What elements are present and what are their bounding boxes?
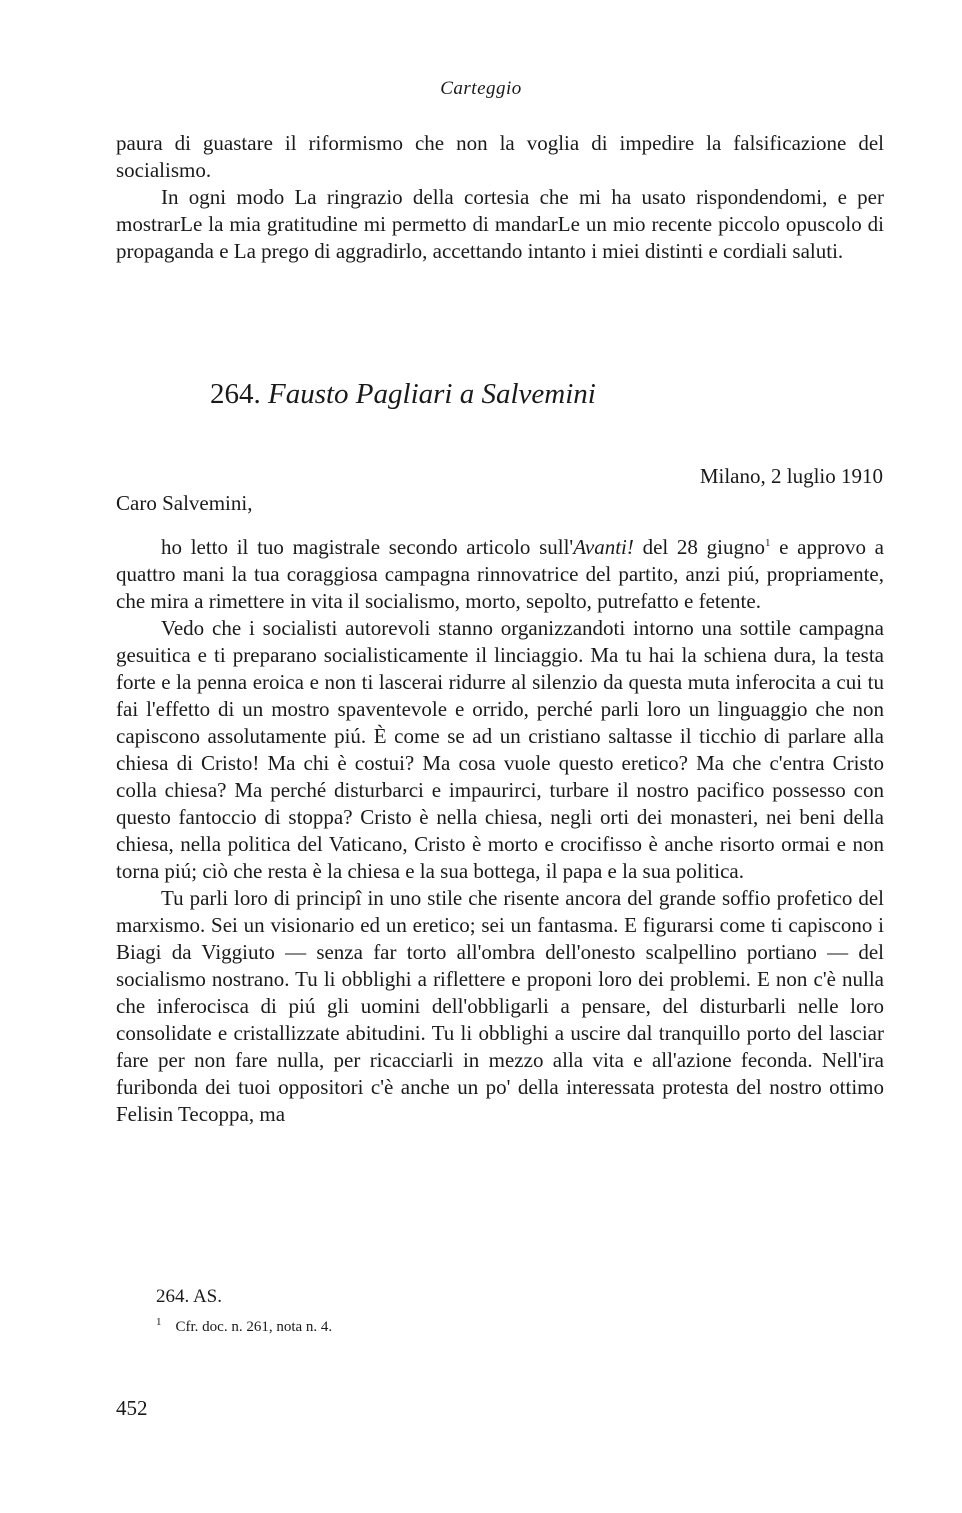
paragraph: paura di guastare il riformismo che non la voglia di impedire la falsificazione del socialismo. xyxy=(116,131,884,182)
previous-letter-text xyxy=(116,130,884,265)
paragraph: Vedo che i socialisti autorevoli stanno organizzandoti intorno una sottile campagna gesuitica e ti preparano socialisticamente il linciaggio. Ma tu hai la schiena dura, la testa forte e la penna eroica e non ti lascerai ridurre al silenzio da questa muta inferocita a cui tu fai l'effetto di un mostro spaventevole e orrido, perché parli loro un linguaggio che non capiscono assolutamente piú. È come se ad un cristiano saltasse il ticchio di parlare alla chiesa di Cristo! Ma chi è costui? Ma cosa vuole questo eretico? Ma che c'entra Cristo colla chiesa? Ma perché disturbarci e impaurirci, turbare il nostro pacifico possesso con questo fantoccio di stoppa? Cristo è nella chiesa, negli orti dei monasteri, nei beni della chiesa, nella politica del Vaticano, Cristo è morto e crocifisso è anche risorto ormai e non torna piú; ciò che resta è la chiesa e la sua bottega, il papa e la sua politica. xyxy=(116,616,884,883)
footnote-text: Cfr. doc. n. 261, nota n. 4. xyxy=(175,1319,333,1335)
text-run: ho letto il tuo magistrale secondo articolo sull' xyxy=(161,535,574,559)
letter-title: Fausto Pagliari a Salvemini xyxy=(268,378,596,410)
footnote-number: 1 xyxy=(156,1316,162,1328)
source-note: 264. AS. xyxy=(156,1286,222,1307)
paragraph: Tu parli loro di principî in uno stile che risente ancora del grande soffio profetico del marxismo. Sei un visionario ed un eretico; sei un fantasma. E figurarsi come ti capiscono i Biagi da Viggiuto — senza far torto all'ombra dell'onesto scalpellino portiano — del socialismo nostrano. Tu li obblighi a riflettere e proponi loro dei problemi. E non c'è nulla che inferocisca di piú gli uomini dell'obbligarli a pensare, del disturbarli nelle loro consolidate e cristallizzate abitudini. Tu li obblighi a uscire dal tranquillo porto del lasciar fare per non fare nulla, per ricacciarli in mezzo alla vita e all'azione feconda. Nell'ira furibonda dei tuoi oppositori c'è anche un po' della interessata protesta del nostro ottimo Felisin Tecoppa, ma xyxy=(116,886,884,1126)
salutation: Caro Salvemini, xyxy=(116,491,253,515)
letter-body xyxy=(116,534,884,1128)
text-run: e approvo a quattro mani la tua coraggiosa campagna rinnovatrice del partito, anzi piú, propriamente, che mira a rimettere in vita il socialismo, morto, sepolto, putrefatto e fetente. xyxy=(116,535,884,613)
letter-number: 264. xyxy=(210,378,261,410)
newspaper-title: Avanti! xyxy=(573,535,634,559)
page-number: 452 xyxy=(116,1396,148,1420)
text-run: del 28 giugno xyxy=(633,535,765,559)
footnote xyxy=(156,1316,332,1336)
dateline: Milano, 2 luglio 1910 xyxy=(699,464,883,488)
letter-heading xyxy=(210,378,596,411)
paragraph: In ogni modo La ringrazio della cortesia che mi ha usato rispondendomi, e per mostrarLe la mia gratitudine mi permetto di mandarLe un mio recente piccolo opuscolo di propaganda e La prego di aggradirlo, accettando intanto i miei distinti e cordiali saluti. xyxy=(116,185,884,263)
footnote-marker: 1 xyxy=(764,537,771,549)
paragraph xyxy=(116,534,884,615)
running-head: Carteggio xyxy=(440,78,522,99)
